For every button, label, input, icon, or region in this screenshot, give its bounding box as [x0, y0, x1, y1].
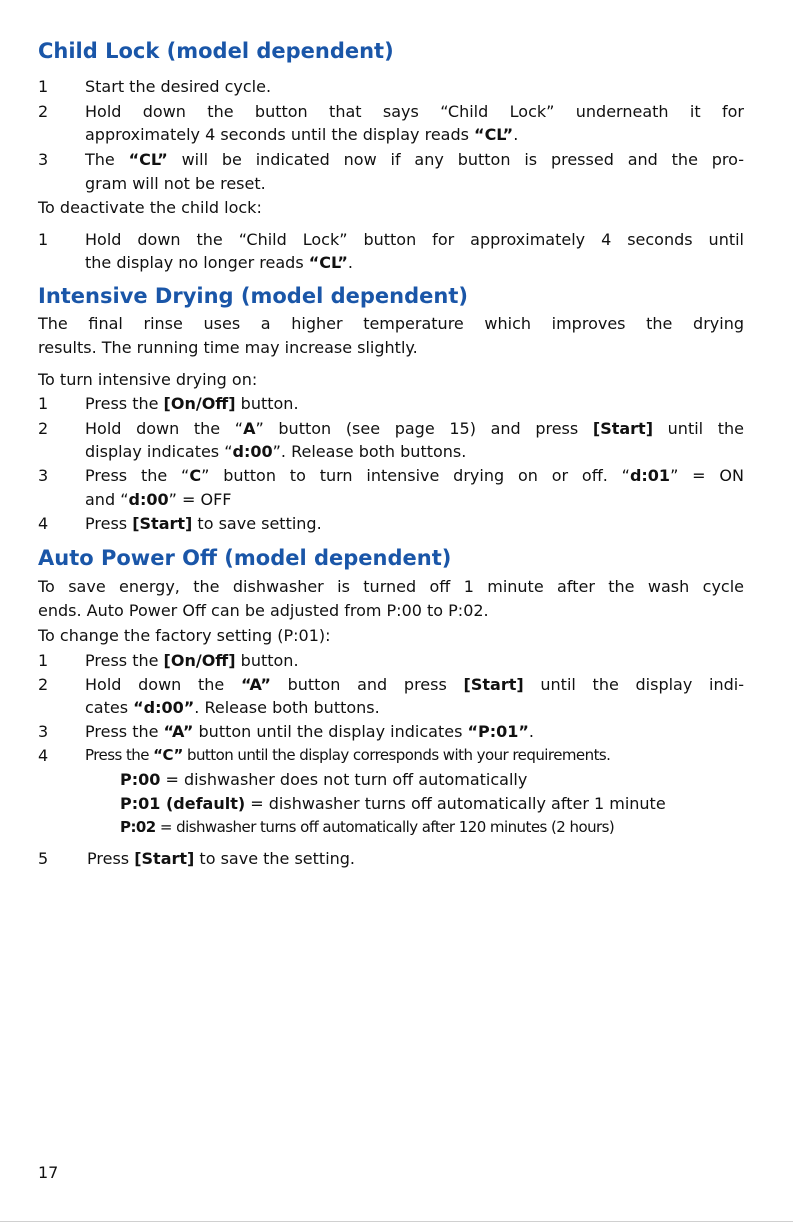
step-number: 4	[38, 746, 49, 765]
step-number: 1	[38, 651, 49, 670]
step-number: 2	[38, 102, 49, 121]
page-edge-divider	[0, 1221, 793, 1222]
child-lock-step-3-line-2: gram will not be reset.	[85, 174, 266, 193]
option-p00: P:00 = dishwasher does not turn off automatically	[120, 770, 528, 789]
intensive-drying-para-line-2: results. The running time may increase slightly.	[38, 338, 418, 357]
step-number: 3	[38, 722, 49, 741]
step-number: 3	[38, 466, 49, 485]
option-p01: P:01 (default) = dishwasher turns off automatically after 1 minute	[120, 794, 666, 813]
auto-power-off-step-2-line-2: cates “d:00”. Release both buttons.	[85, 698, 380, 717]
intensive-drying-para-line-1: The final rinse uses a higher temperature which improves the drying	[38, 314, 744, 333]
step-number: 3	[38, 150, 49, 169]
step-number: 1	[38, 230, 49, 249]
auto-power-off-para-line-2: ends. Auto Power Off can be adjusted from P:00 to P:02.	[38, 601, 489, 620]
intensive-drying-step-4: Press [Start] to save setting.	[85, 514, 322, 533]
child-lock-step-1: Start the desired cycle.	[85, 77, 272, 96]
intensive-drying-heading: Intensive Drying (model dependent)	[38, 284, 468, 308]
option-p02: P:02 = dishwasher turns off automatically after 120 minutes (2 hours)	[120, 818, 615, 836]
page-number: 17	[38, 1163, 59, 1182]
auto-power-off-step-2-line-1: Hold down the “A” button and press [Start] until the display indi-	[85, 675, 745, 694]
auto-power-off-step-4: Press the “C” button until the display corresponds with your requirements.	[85, 746, 611, 764]
step-number: 1	[38, 394, 49, 413]
step-number: 5	[38, 849, 49, 868]
step-number: 4	[38, 514, 49, 533]
step-number: 1	[38, 77, 49, 96]
child-lock-deactivate-step-1-line-2: the display no longer reads “CL”.	[85, 253, 353, 272]
step-number: 2	[38, 419, 49, 438]
child-lock-step-3-line-1: The “CL” will be indicated now if any button is pressed and the pro-	[85, 150, 745, 169]
intensive-drying-step-2-line-1: Hold down the “A” button (see page 15) and press [Start] until the	[85, 419, 745, 438]
child-lock-heading: Child Lock (model dependent)	[38, 39, 394, 63]
auto-power-off-step-3: Press the “A” button until the display indicates “P:01”.	[85, 722, 534, 741]
intensive-drying-step-3-line-1: Press the “C” button to turn intensive drying on or off. “d:01” = ON	[85, 466, 744, 485]
intensive-drying-intro: To turn intensive drying on:	[38, 370, 258, 389]
auto-power-off-step-5: Press [Start] to save the setting.	[87, 849, 356, 868]
child-lock-deactivate-intro: To deactivate the child lock:	[38, 198, 262, 217]
child-lock-step-2-line-1: Hold down the button that says “Child Lock” underneath it for	[85, 102, 744, 121]
auto-power-off-heading: Auto Power Off (model dependent)	[38, 546, 452, 570]
auto-power-off-intro: To change the factory setting (P:01):	[38, 626, 331, 645]
intensive-drying-step-1: Press the [On/Off] button.	[85, 394, 299, 413]
intensive-drying-step-2-line-2: display indicates “d:00”. Release both buttons.	[85, 442, 467, 461]
child-lock-step-2-line-2: approximately 4 seconds until the display reads “CL”.	[85, 125, 519, 144]
auto-power-off-para-line-1: To save energy, the dishwasher is turned off 1 minute after the wash cycle	[38, 577, 744, 596]
auto-power-off-step-1: Press the [On/Off] button.	[85, 651, 299, 670]
child-lock-deactivate-step-1-line-1: Hold down the “Child Lock” button for approximately 4 seconds until	[85, 230, 744, 249]
intensive-drying-step-3-line-2: and “d:00” = OFF	[85, 490, 232, 509]
step-number: 2	[38, 675, 49, 694]
